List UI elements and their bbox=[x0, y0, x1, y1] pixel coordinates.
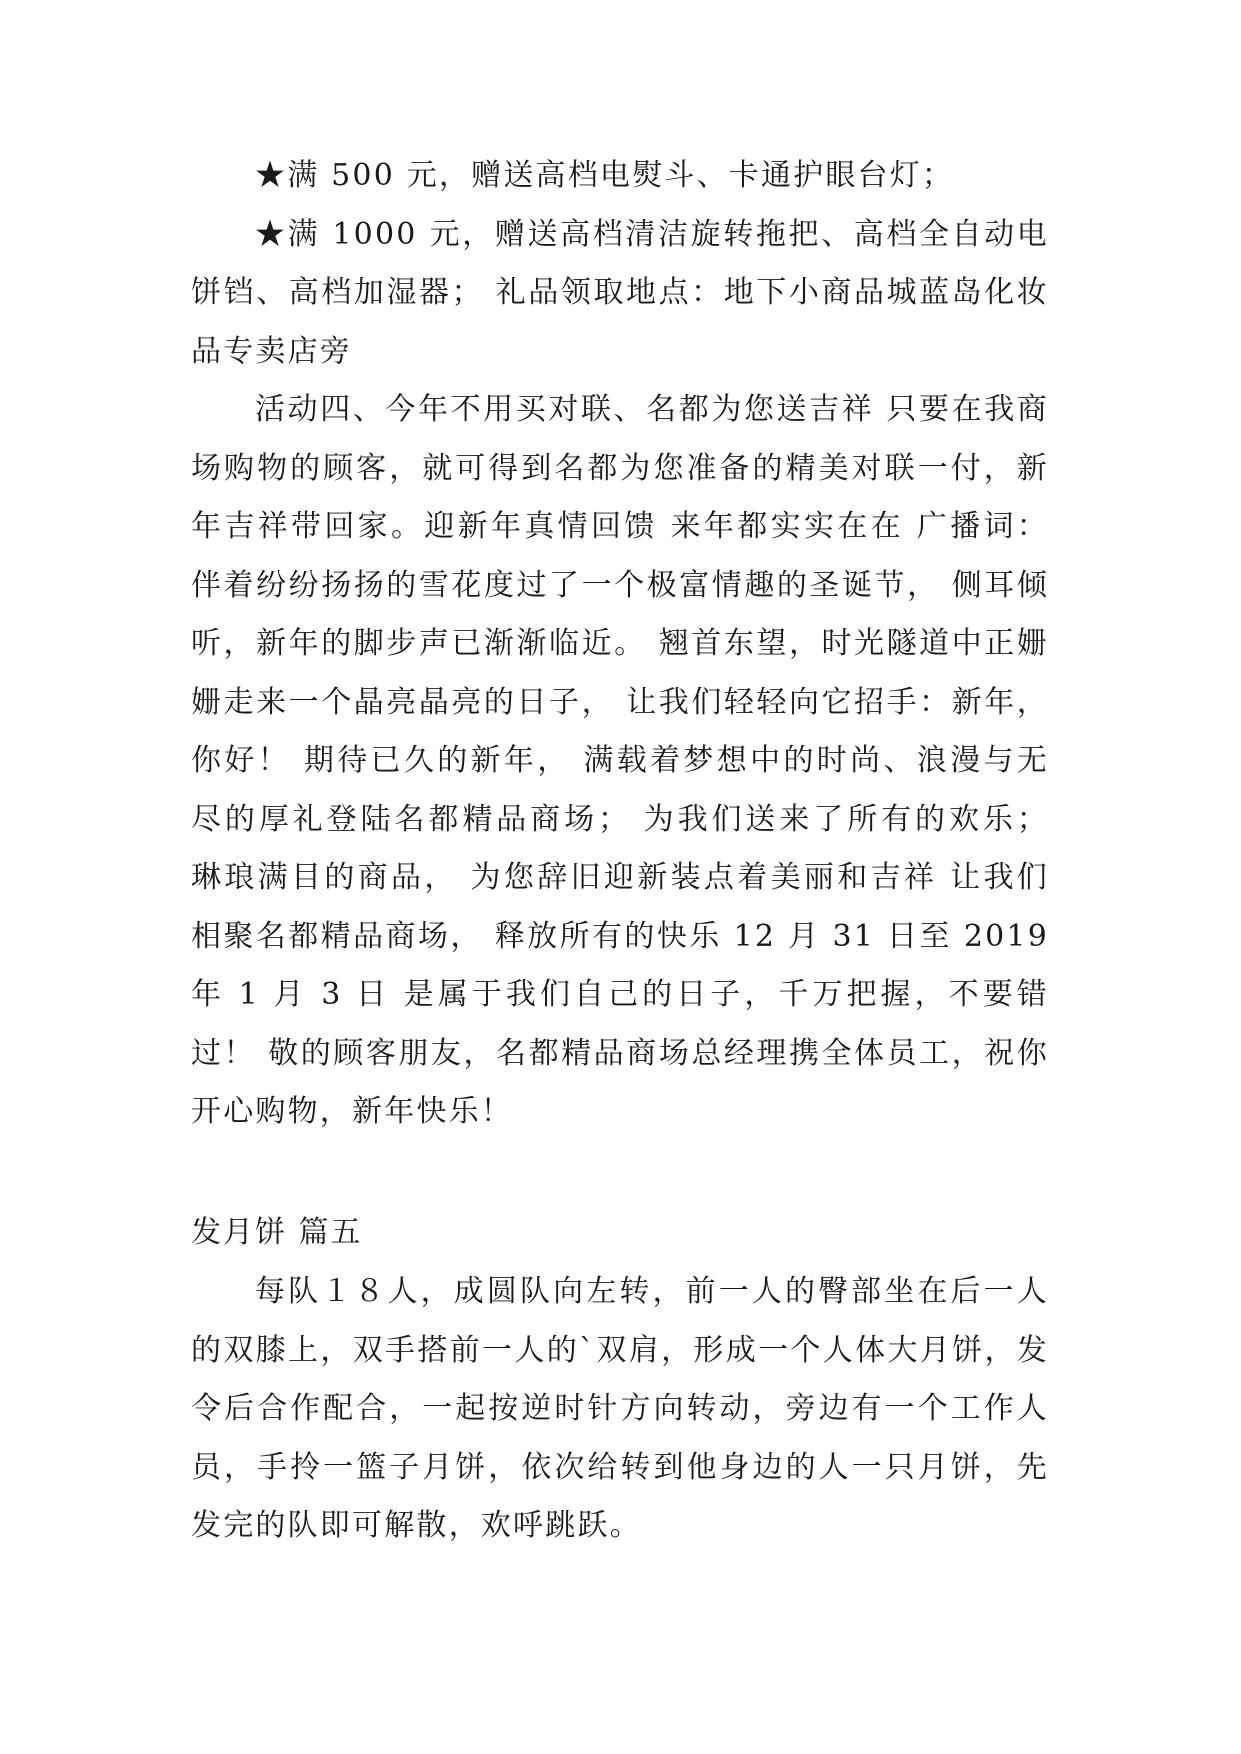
paragraph-activity-four: 活动四、今年不用买对联、名都为您送吉祥 只要在我商场购物的顾客，就可得到名都为您准备的精美对联一付，新年吉祥带回家。迎新年真情回馈 来年都实实在在 广播词：伴着纷纷扬扬的雪花度过了一个极富情趣的圣诞节， 侧耳倾听，新年的脚步声已渐渐临近。 翘首东望，时光隧道中正姗姗走来一个晶亮晶亮的日子， 让我们轻轻向它招手：新年，你好！ 期待已久的新年， 满载着梦想中的时尚、浪漫与无尽的厚礼登陆名都精品商场； 为我们送来了所有的欢乐； 琳琅满目的商品， 为您辞旧迎新装点着美丽和吉祥 让我们相聚名都精品商场， 释放所有的快乐 12 月 31 日至 2019 年 1 月 3 日 是属于我们自己的日子，千万把握，不要错过！ 敬的顾客朋友，名都精品商场总经理携全体员工，祝你开心购物，新年快乐！ bbox=[191, 392, 1049, 1129]
paragraph-gift-500: ★满 500 元，赠送高档电熨斗、卡通护眼台灯； bbox=[255, 158, 955, 193]
promotion-text-block bbox=[191, 147, 1049, 1142]
section-heading: 发月饼 篇五 bbox=[191, 1215, 363, 1250]
section-five-text-block bbox=[191, 1263, 1049, 1556]
paragraph-gift-1000: ★满 1000 元，赠送高档清洁旋转拖把、高档全自动电饼铛、高档加湿器； 礼品领取地点：地下小商品城蓝岛化妆品专卖店旁 bbox=[191, 216, 1049, 369]
paragraph-mooncake-game: 每队１８人，成圆队向左转，前一人的臀部坐在后一人的双膝上，双手搭前一人的`双肩，形成一个人体大月饼，发令后合作配合，一起按逆时针方向转动，旁边有一个工作人员，手拎一篮子月饼，依次给转到他身边的人一只月饼，先发完的队即可解散，欢呼跳跃。 bbox=[191, 1274, 1049, 1543]
